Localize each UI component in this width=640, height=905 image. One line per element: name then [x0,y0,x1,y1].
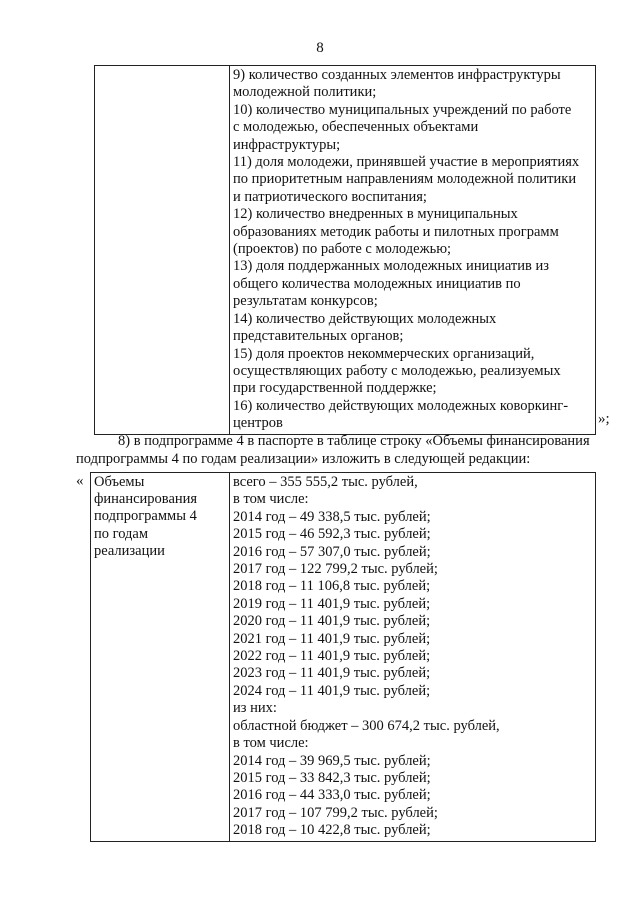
financing-line: 2014 год – 49 338,5 тыс. рублей; [233,508,431,525]
indicator-line: 14) количество действующих молодежных [233,310,497,327]
paragraph-line: 8) в подпрограмме 4 в паспорте в таблице строку «Объемы финансирования [118,433,590,449]
financing-line: 2023 год – 11 401,9 тыс. рублей; [233,665,431,682]
label-line: финансирования [94,491,198,508]
indicator-line: 9) количество созданных элементов инфраструктуры [233,67,561,83]
closing-quote: »; [598,411,610,427]
indicator-line: представительных органов; [233,328,404,345]
indicators-table-continuation [94,65,596,435]
indicator-line: и патриотического воспитания; [233,188,427,205]
indicator-item [233,311,592,346]
label-line: Объемы [94,474,145,490]
financing-line: в том числе: [233,735,309,752]
indicator-line: 10) количество муниципальных учреждений по работе [233,101,572,118]
financing-line: 2018 год – 10 422,8 тыс. рублей; [233,822,431,839]
financing-values-cell [230,473,596,842]
financing-line: 2020 год – 11 401,9 тыс. рублей; [233,613,431,630]
financing-line: 2022 год – 11 401,9 тыс. рублей; [233,648,431,665]
amendment-paragraph [76,433,611,468]
table-left-cell [95,66,230,435]
financing-line: 2017 год – 107 799,2 тыс. рублей; [233,804,438,821]
indicator-line: общего количества молодежных инициатив по [233,275,521,292]
indicator-item [233,346,592,398]
table-row [91,473,596,842]
paragraph-line: подпрограммы 4 по годам реализации» изложить в следующей редакции: [76,450,531,467]
indicator-line: (проектов) по работе с молодежью; [233,241,452,258]
page-number: 8 [316,40,324,56]
indicator-line: инфраструктуры; [233,136,341,153]
table-row [95,66,596,435]
indicator-line: 15) доля проектов некоммерческих организаций, [233,345,535,362]
indicator-line: молодежной политики; [233,84,377,101]
opening-quote: « [76,473,84,489]
indicator-line: по приоритетным направлениям молодежной политики [233,171,577,188]
financing-line: всего – 355 555,2 тыс. рублей, [233,474,418,490]
financing-line: 2021 год – 11 401,9 тыс. рублей; [233,630,431,647]
financing-line: 2017 год – 122 799,2 тыс. рублей; [233,561,438,578]
financing-line: 2015 год – 46 592,3 тыс. рублей; [233,526,431,543]
indicators-list [233,67,592,433]
indicator-line: 16) количество действующих молодежных коворкинг- [233,397,569,414]
indicator-line: центров [233,415,283,432]
financing-line: 2015 год – 33 842,3 тыс. рублей; [233,769,431,786]
indicator-line: результатам конкурсов; [233,293,378,310]
financing-label-cell [91,473,230,842]
financing-line: 2019 год – 11 401,9 тыс. рублей; [233,595,431,612]
indicator-line: осуществляющих работу с молодежью, реализуемых [233,362,561,379]
indicator-line: при государственной поддержке; [233,380,437,397]
financing-line: в том числе: [233,491,309,508]
label-line: по годам [94,525,149,542]
indicator-line: 12) количество внедренных в муниципальных [233,206,518,223]
financing-line: 2014 год – 39 969,5 тыс. рублей; [233,752,431,769]
label-line: реализации [94,542,165,559]
indicator-line: 13) доля поддержанных молодежных инициатив из [233,258,549,275]
indicator-item [233,398,592,433]
financing-line: из них: [233,700,277,717]
financing-values-list [233,474,592,840]
financing-line: 2018 год – 11 106,8 тыс. рублей; [233,578,431,595]
financing-table [90,472,596,842]
indicator-item [233,206,592,258]
indicator-item [233,102,592,154]
indicator-item [233,67,592,102]
indicator-item [233,154,592,206]
indicator-line: 11) доля молодежи, принявшей участие в мероприятиях [233,154,580,171]
financing-line: областной бюджет – 300 674,2 тыс. рублей, [233,717,500,734]
indicator-line: с молодежью, обеспеченных объектами [233,119,479,136]
label-line: подпрограммы 4 [94,508,197,525]
indicators-list-cell [230,66,596,435]
financing-line: 2016 год – 44 333,0 тыс. рублей; [233,787,431,804]
financing-line: 2024 год – 11 401,9 тыс. рублей; [233,682,431,699]
financing-line: 2016 год – 57 307,0 тыс. рублей; [233,543,431,560]
indicator-item [233,258,592,310]
indicator-line: образованиях методик работы и пилотных программ [233,223,559,240]
